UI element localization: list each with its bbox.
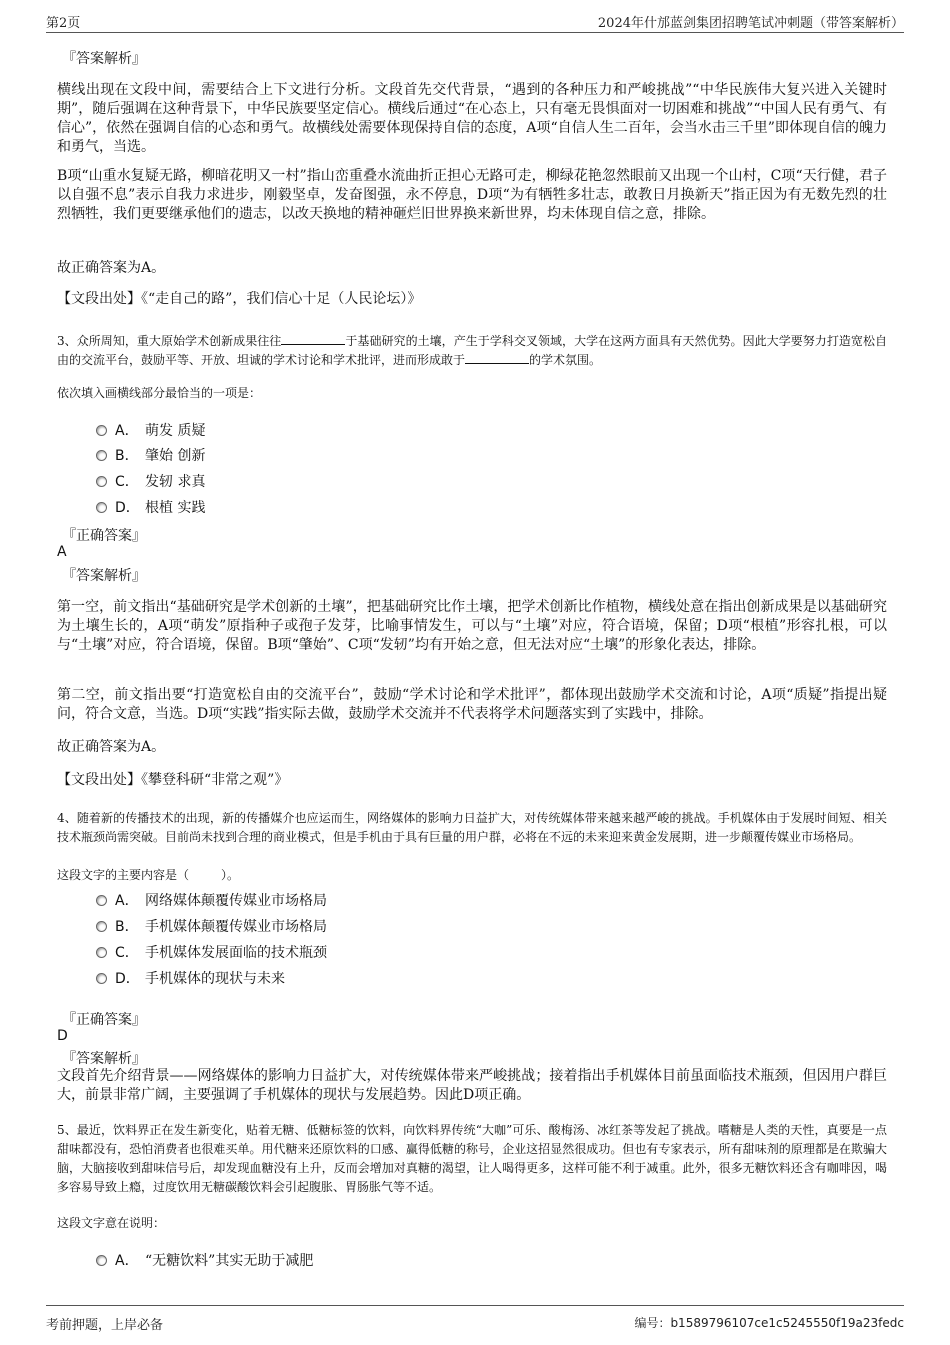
q3-blank-2: [465, 351, 529, 364]
radio-icon[interactable]: [96, 1255, 107, 1266]
q3-stem-part3: 的学术氛围。: [529, 353, 602, 367]
q4-option-d[interactable]: [96, 968, 285, 988]
q3-option-c[interactable]: [96, 471, 205, 491]
q4-prompt: [57, 866, 887, 885]
radio-icon[interactable]: [96, 502, 107, 513]
q3-conclusion: 故正确答案为A。: [57, 739, 166, 755]
q4-stem: 4、随着新的传播技术的出现，新的传播媒介也应运而生，网络媒体的影响力日益扩大，对传统媒体带来越来越严峻的挑战。手机媒体由于发展时间短、相关技术瓶颈尚需突破。目前尚未找到合理的商业模式，但是手机由于具有巨量的用户群，必将在不远的未来迎来黄金发展期，进一步颠覆传媒业市场格局。: [57, 811, 887, 844]
q3-stem-part1: 3、众所周知，重大原始学术创新成果往往: [57, 334, 282, 348]
option-key: B．: [115, 448, 139, 464]
q3-source: 【文段出处】《攀登科研“非常之观”》: [57, 772, 289, 788]
q4-option-b[interactable]: [96, 916, 327, 936]
radio-icon[interactable]: [96, 895, 107, 906]
q4-prompt-start: 这段文字的主要内容是（: [57, 868, 190, 882]
page-header: [46, 10, 904, 33]
option-key: A．: [115, 423, 139, 439]
q3-blank-1: [281, 332, 345, 345]
page-number: 第2页: [46, 16, 81, 31]
document-title: 2024年什邡蓝剑集团招聘笔试冲刺题（带答案解析）: [597, 16, 904, 31]
radio-icon[interactable]: [96, 973, 107, 984]
radio-icon[interactable]: [96, 921, 107, 932]
q3-option-b[interactable]: [96, 445, 205, 465]
option-text: “无糖饮料”其实无助于减肥: [145, 1253, 314, 1269]
q5-prompt: 这段文字意在说明：: [57, 1216, 166, 1230]
q4-analysis: 文段首先介绍背景——网络媒体的影响力日益扩大，对传统媒体带来严峻挑战；接着指出手机媒体目前虽面临技术瓶颈，但因用户群巨大，前景非常广阔，主要强调了手机媒体的现状与发展趋势。因此D项正确。: [57, 1068, 887, 1103]
option-key: A．: [115, 893, 139, 909]
q4-option-a[interactable]: [96, 890, 327, 910]
q3-option-d[interactable]: [96, 497, 205, 517]
option-key: A．: [115, 1253, 139, 1269]
q3-answer-label: 『正确答案』: [62, 528, 146, 544]
q5-stem: 5、最近，饮料界正在发生新变化，贴着无糖、低糖标签的饮料，向饮料界传统“大咖”可乐、酸梅汤、冰红茶等发起了挑战。嗜糖是人类的天性，真要是一点甜味都没有，恐怕消费者也很难买单。用代糖来还原饮料的口感、赢得低糖的称号，企业这招显然很成功。但也有专家表示，所有甜味剂的原理都是在欺骗大脑，大脑接收到甜味信号后，却发现血糖没有上升，反而会增加对真糖的渴望，让人喝得更多，这样可能不利于减重。此外，很多无糖饮料还含有咖啡因，喝多容易导致上瘾，过度饮用无糖碳酸饮料会引起腹胀、胃肠胀气等不适。: [57, 1123, 887, 1194]
radio-icon[interactable]: [96, 450, 107, 461]
radio-icon[interactable]: [96, 476, 107, 487]
radio-icon[interactable]: [96, 425, 107, 436]
q4-analysis-label: 『答案解析』: [62, 1051, 146, 1067]
option-key: D．: [115, 500, 140, 516]
q4-answer: D: [57, 1028, 68, 1044]
page-footer: [46, 1305, 904, 1334]
q3-stem-part2: 于基础研究的土壤，产生于学科交叉领域，大学在这两方面具有天然优势。因此大学要努力打造宽松自由的交流平台，鼓励平等、开放、坦诚的学术讨论和学术批评，进而形成敢于: [57, 334, 887, 367]
option-text: 手机媒体颠覆传媒业市场格局: [145, 919, 327, 935]
q3-prompt: 依次填入画横线部分最恰当的一项是：: [57, 386, 262, 400]
q2-analysis-para2: B项“山重水复疑无路，柳暗花明又一村”指山峦重叠水流曲折正担心无路可走，柳绿花艳忽然眼前又出现一个山村，C项“天行健，君子以自强不息”表示自我力求进步，刚毅坚卓，发奋图强，永不停息，D项“为有牺牲多壮志，敢教日月换新天”指正因为有无数先烈的壮烈牺牲，我们更要继承他们的遗志，以改天换地的精神砸烂旧世界换来新世界，均未体现自信之意，排除。: [57, 168, 887, 222]
option-key: C．: [115, 474, 139, 490]
option-key: C．: [115, 945, 139, 961]
q4-option-c[interactable]: [96, 942, 327, 962]
option-text: 发轫 求真: [145, 474, 206, 490]
q5-option-a[interactable]: [96, 1250, 313, 1270]
document-code: 编号：b1589796107ce1c5245550f19a23fedc: [634, 1316, 904, 1330]
option-text: 网络媒体颠覆传媒业市场格局: [145, 893, 327, 909]
q4-prompt-end: ）。: [221, 868, 240, 882]
q2-analysis-para1: 横线出现在文段中间，需要结合上下文进行分析。文段首先交代背景，“遇到的各种压力和严峻挑战”“中华民族伟大复兴进入关键时期”，随后强调在这种背景下，中华民族要坚定信心。横线后通过“在心态上，只有毫无畏惧面对一切困难和挑战”“中国人民有勇气、有信心”，依然在强调自信的心态和勇气。故横线处需要体现保持自信的态度，A项“自信人生二百年，会当水击三千里”即体现自信的魄力和勇气，当选。: [57, 82, 887, 155]
option-text: 根植 实践: [145, 500, 206, 516]
q2-conclusion: 故正确答案为A。: [57, 260, 166, 276]
footer-slogan: 考前押题，上岸必备: [46, 1318, 164, 1333]
q2-source: 【文段出处】《“走自己的路”，我们信心十足（人民论坛）》: [57, 291, 422, 307]
option-text: 手机媒体发展面临的技术瓶颈: [145, 945, 327, 961]
option-text: 手机媒体的现状与未来: [145, 971, 285, 987]
q4-answer-label: 『正确答案』: [62, 1012, 146, 1028]
option-key: D．: [115, 971, 140, 987]
q3-analysis-label: 『答案解析』: [62, 568, 146, 584]
q3-stem: [57, 332, 887, 370]
q2-analysis-label: 『答案解析』: [62, 51, 146, 67]
option-text: 萌发 质疑: [145, 423, 206, 439]
option-key: B．: [115, 919, 139, 935]
q3-analysis-para2: 第二空，前文指出要“打造宽松自由的交流平台”，鼓励“学术讨论和学术批评”，都体现出鼓励学术交流和讨论，A项“质疑”指提出疑问，符合文意，当选。D项“实践”指实际去做，鼓励学术交流并不代表将学术问题落实到了实践中，排除。: [57, 687, 887, 722]
option-text: 肇始 创新: [145, 448, 206, 464]
q3-analysis-para1: 第一空，前文指出“基础研究是学术创新的土壤”，把基础研究比作土壤，把学术创新比作植物，横线处意在指出创新成果是以基础研究为土壤生长的，A项“萌发”原指种子或孢子发芽，比喻事情发生，可以与“土壤”对应，符合语境，保留；D项“根植”形容扎根，可以与“土壤”对应，符合语境，保留。B项“肇始”、C项“发轫”均有开始之意，但无法对应“土壤”的形象化表达，排除。: [57, 599, 887, 653]
q3-option-a[interactable]: [96, 420, 205, 440]
q3-answer: A: [57, 544, 67, 560]
radio-icon[interactable]: [96, 947, 107, 958]
